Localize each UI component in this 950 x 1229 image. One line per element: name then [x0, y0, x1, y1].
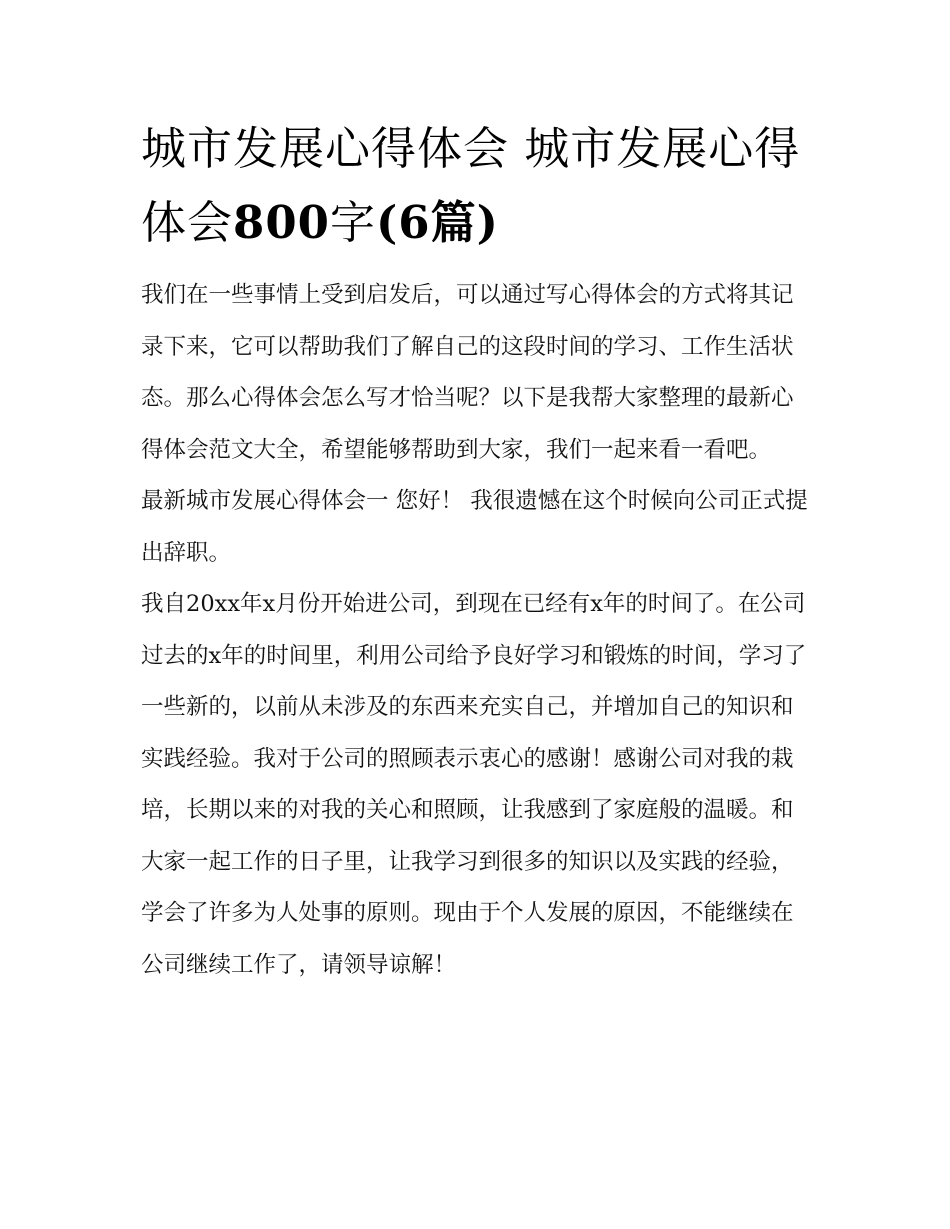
title-number: 800 [233, 196, 330, 249]
title-suffix: 篇) [430, 196, 499, 249]
paragraph-greeting: 最新城市发展心得体会一 您好！ 我很遗憾在这个时候向公司正式提出辞职。 [141, 488, 808, 566]
title-count: (6 [375, 196, 431, 249]
document-body [141, 112, 813, 991]
title-char: 字 [329, 196, 376, 249]
document-title [141, 112, 813, 260]
title-text: 城市发展心得体会 城市发展心得体会 [141, 122, 801, 249]
paragraph-body: 我自20xx年x月份开始进公司，到现在已经有x年的时间了。在公司过去的x年的时间里，利用公司给予良好学习和锻炼的时间，学习了一些新的，以前从未涉及的东西来充实自己，并增加自己的知识和实践经验。我对于公司的照顾表示衷心的感谢！感谢公司对我的栽培，长期以来的对我的关心和照顾，让我感到了家庭般的温暖。和大家一起工作的日子里，让我学习到很多的知识以及实践的经验，学会了许多为人处事的原则。现由于个人发展的原因，不能继续在公司继续工作了，请领导谅解！ [141, 591, 807, 978]
title-block [141, 112, 813, 260]
paragraph-intro: 我们在一些事情上受到启发后，可以通过写心得体会的方式将其记录下来，它可以帮助我们了解自己的这段时间的学习、工作生活状态。那么心得体会怎么写才恰当呢？以下是我帮大家整理的最新心得体会范文大全，希望能够帮助到大家，我们一起来看一看吧。 [141, 282, 794, 463]
